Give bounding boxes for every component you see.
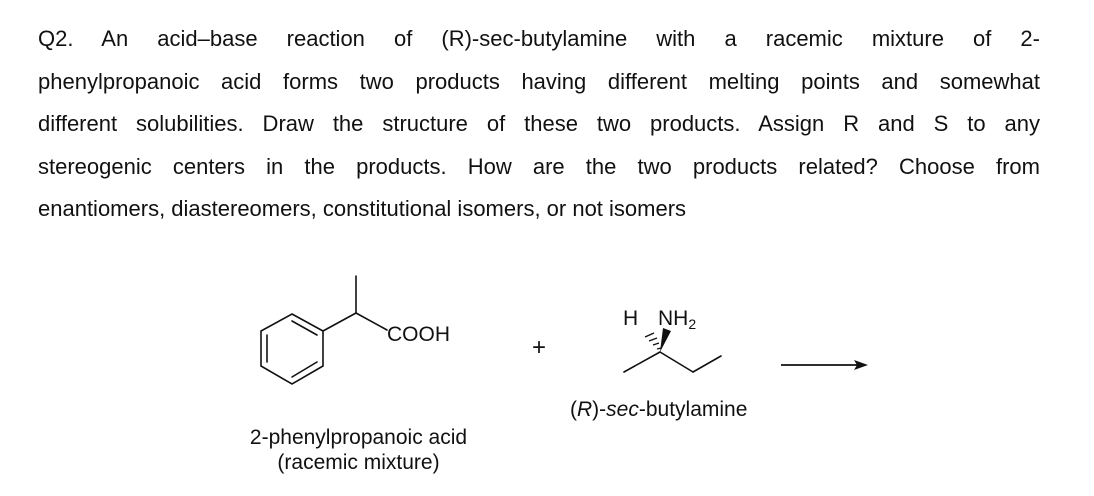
amine-nh-text: NH [658,307,689,330]
question-line-4: stereogenic centers in the products. How are the two products related? Choose from [38,153,1040,179]
acid-caption-note: (racemic mixture) [277,451,440,474]
amine-c2-c3-bond [660,352,693,372]
benzene-inner-bond-2 [292,362,317,377]
acid-side-chain [323,276,387,331]
ring-to-alpha-carbon-bond [323,313,356,331]
question-line-1: Q2. An acid–base reaction of (R)-sec-butylamine with a racemic mixture of 2- [38,26,1040,51]
amine-c1-c2-bond [624,352,660,372]
caption-r-italic: R [577,398,593,421]
caption-butylamine-text: -butylamine [638,398,748,421]
amine-subscript: 2 [688,316,697,332]
hash-3 [649,338,657,341]
question-line-5: enantiomers, diastereomers, constitutional isomers, or not isomers [38,196,687,222]
benzene-inner-bond-1 [292,321,317,335]
caption-sec-italic: sec [606,398,639,421]
acid-caption-name: 2-phenylpropanoic acid [249,426,468,449]
amine-c3-c4-bond [693,356,721,372]
benzene-ring [261,314,323,384]
amine-caption: (R)-sec-butylamine [570,398,748,421]
acid-caption [236,425,481,475]
amine-nh2-label [658,307,696,336]
cooh-label: COOH [387,323,450,346]
reaction-arrow [781,360,868,370]
hash-1 [657,348,661,349]
hash-2 [653,343,659,345]
hash-4 [645,333,654,337]
benzene-ring-outline [261,314,323,384]
question-line-3: different solubilities. Draw the structure of these two products. Assign R and S to any [38,111,1040,137]
plus-sign: + [532,334,547,361]
hydrogen-label: H [623,307,639,330]
question-line-2: phenylpropanoic acid forms two products having different melting points and somewhat [38,68,1040,94]
alpha-to-carboxyl-bond [356,313,387,330]
butylamine-skeleton [624,352,721,372]
